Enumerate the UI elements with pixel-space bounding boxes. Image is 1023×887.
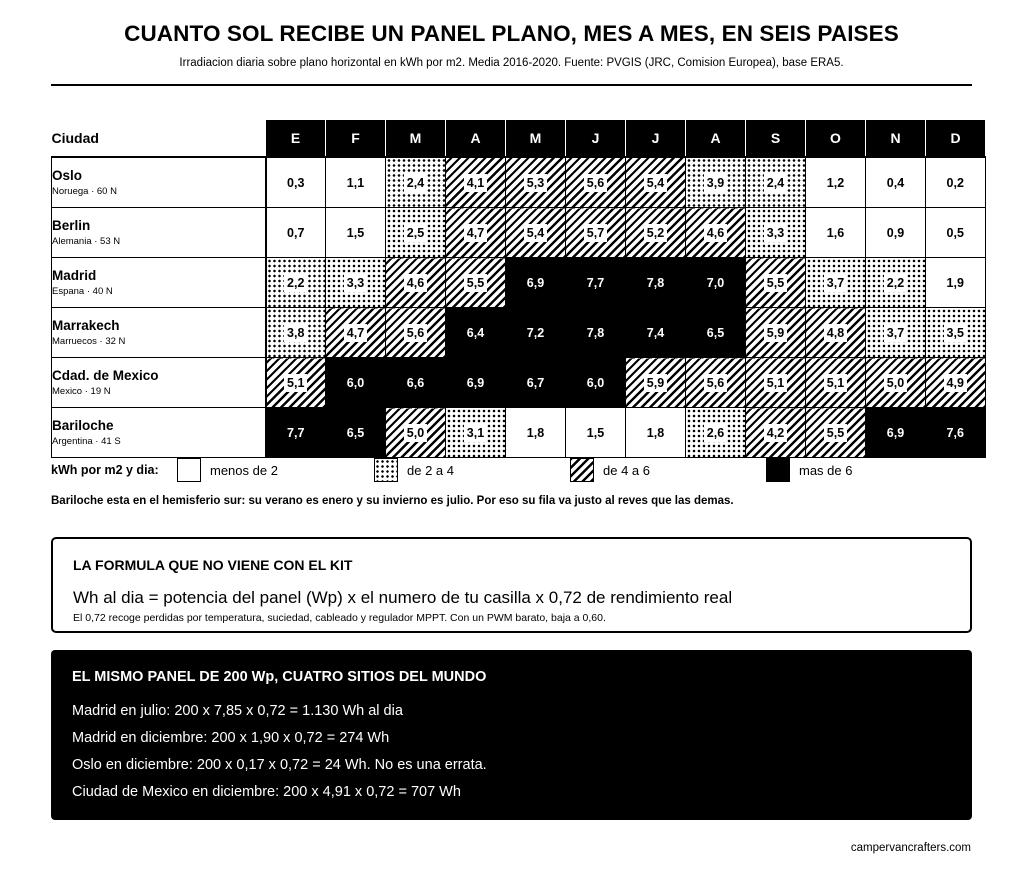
- legend-label: menos de 2: [210, 463, 278, 478]
- cell-value-label: 5,6: [704, 374, 727, 392]
- cell-value-label: 3,5: [944, 324, 967, 342]
- cell-value-label: 2,5: [404, 224, 427, 242]
- cell-value-label: 5,0: [404, 424, 427, 442]
- heatmap-cell: [806, 258, 866, 308]
- cell-value-label: 1,9: [946, 275, 964, 290]
- city-cell: [52, 157, 266, 208]
- heatmap-cell: [686, 258, 746, 308]
- cell-value-label: 7,8: [646, 275, 665, 290]
- legend-swatch-blank: [177, 458, 201, 482]
- month-header: E: [266, 120, 326, 157]
- cell-value-label: 5,0: [884, 374, 907, 392]
- cell-value-label: 5,1: [284, 374, 307, 392]
- cell-value-label: 6,9: [466, 375, 485, 390]
- heatmap-cell: [566, 358, 626, 408]
- heatmap-cell: [566, 258, 626, 308]
- heatmap-cell: [626, 208, 686, 258]
- month-header: J: [566, 120, 626, 157]
- cell-value-label: 5,5: [824, 424, 847, 442]
- heatmap-cell: [686, 208, 746, 258]
- page-title: CUANTO SOL RECIBE UN PANEL PLANO, MES A MES, EN SEIS PAISES: [124, 21, 899, 46]
- heatmap-cell: [446, 258, 506, 308]
- legend-swatch-black: [766, 458, 790, 482]
- cell-value-label: 3,3: [344, 274, 367, 292]
- city-cell: [52, 358, 266, 408]
- month-header: A: [686, 120, 746, 157]
- city-country-latitude: Espana · 40 N: [52, 285, 113, 297]
- heatmap-cell: [746, 358, 806, 408]
- heatmap-cell: [926, 308, 986, 358]
- heatmap-cell: [326, 308, 386, 358]
- cell-value-label: 4,7: [344, 324, 367, 342]
- heatmap-cell: [746, 208, 806, 258]
- cell-value-label: 1,5: [346, 225, 365, 240]
- heatmap-cell: [866, 358, 926, 408]
- header-divider: [51, 84, 972, 86]
- cell-value-label: 0,4: [886, 175, 905, 190]
- heatmap-cell: [746, 258, 806, 308]
- month-header: D: [926, 120, 986, 157]
- month-header: M: [506, 120, 566, 157]
- cell-value-label: 0,7: [287, 225, 305, 240]
- heatmap-cell: [686, 408, 746, 458]
- cell-value-label: 7,7: [586, 275, 605, 290]
- cell-value-label: 6,0: [346, 375, 365, 390]
- heatmap-cell: [266, 208, 326, 258]
- cell-value-label: 7,4: [646, 325, 665, 340]
- heatmap-cell: [806, 358, 866, 408]
- cell-value-label: 1,2: [826, 175, 845, 190]
- month-header: J: [626, 120, 686, 157]
- heatmap-cell: [446, 208, 506, 258]
- heatmap-cell: [506, 208, 566, 258]
- cell-value-label: 3,9: [704, 174, 727, 192]
- month-header: M: [386, 120, 446, 157]
- month-header: N: [866, 120, 926, 157]
- cell-value-label: 7,6: [946, 425, 964, 440]
- cell-value-label: 2,6: [704, 424, 727, 442]
- cell-value-label: 5,6: [584, 174, 607, 192]
- heatmap-cell: [446, 408, 506, 458]
- cell-value-label: 0,3: [287, 175, 305, 190]
- cell-value-label: 7,2: [526, 325, 545, 340]
- heatmap-cell: [386, 258, 446, 308]
- cell-value-label: 4,1: [464, 174, 487, 192]
- city-name: Bariloche: [52, 417, 114, 433]
- cell-value-label: 5,9: [644, 374, 667, 392]
- city-cell: [52, 408, 266, 458]
- heatmap-cell: [626, 358, 686, 408]
- city-name: Marrakech: [52, 317, 120, 333]
- cell-value-label: 5,4: [644, 174, 667, 192]
- cell-value-label: 4,6: [704, 224, 727, 242]
- heatmap-cell: [746, 157, 806, 208]
- legend-swatch-dots: [374, 458, 398, 482]
- heatmap-cell: [506, 308, 566, 358]
- cell-value-label: 5,1: [824, 374, 847, 392]
- cell-value-label: 0,5: [946, 225, 964, 240]
- cell-value-label: 5,6: [404, 324, 427, 342]
- cell-value-label: 6,7: [526, 375, 545, 390]
- heatmap-cell: [926, 157, 986, 208]
- heatmap-cell: [806, 308, 866, 358]
- footer-credit: campervancrafters.com: [850, 842, 971, 854]
- heatmap-cell: [566, 157, 626, 208]
- heatmap-cell: [326, 358, 386, 408]
- heatmap-cell: [446, 157, 506, 208]
- cell-value-label: 5,9: [764, 324, 787, 342]
- heatmap-cell: [446, 308, 506, 358]
- cell-value-label: 4,8: [824, 324, 847, 342]
- cell-value-label: 2,4: [764, 174, 787, 192]
- city-name: Oslo: [52, 167, 83, 183]
- heatmap-cell: [506, 358, 566, 408]
- heatmap-cell: [926, 408, 986, 458]
- heatmap-cell: [926, 208, 986, 258]
- formula-title: LA FORMULA QUE NO VIENE CON EL KIT: [73, 557, 353, 573]
- heatmap-cell: [686, 358, 746, 408]
- cell-value-label: 6,0: [586, 375, 605, 390]
- heatmap-cell: [686, 308, 746, 358]
- heatmap-cell: [566, 308, 626, 358]
- table-row: [52, 408, 986, 458]
- heatmap-cell: [626, 157, 686, 208]
- legend: [51, 458, 972, 484]
- heatmap-cell: [326, 258, 386, 308]
- city-name: Cdad. de Mexico: [52, 367, 159, 383]
- example-line: Madrid en julio: 200 x 7,85 x 0,72 = 1.130 Wh al dia: [72, 703, 403, 719]
- cell-value-label: 1,5: [586, 425, 605, 440]
- cell-value-label: 0,9: [886, 225, 905, 240]
- heatmap-cell: [326, 408, 386, 458]
- cell-value-label: 5,1: [764, 374, 787, 392]
- month-header: A: [446, 120, 506, 157]
- heatmap-cell: [866, 408, 926, 458]
- heatmap-cell: [626, 308, 686, 358]
- cell-value-label: 1,8: [526, 425, 545, 440]
- cell-value-label: 5,5: [764, 274, 787, 292]
- heatmap-cell: [806, 208, 866, 258]
- table-row: [52, 308, 986, 358]
- heatmap-cell: [746, 408, 806, 458]
- heatmap-cell: [386, 208, 446, 258]
- cell-value-label: 5,7: [584, 224, 607, 242]
- city-country-latitude: Mexico · 19 N: [52, 385, 111, 397]
- cell-value-label: 6,6: [406, 375, 425, 390]
- heatmap-cell: [686, 157, 746, 208]
- month-header-row: [52, 120, 986, 157]
- heatmap-cell: [926, 358, 986, 408]
- city-name: Madrid: [52, 267, 97, 283]
- table-row: [52, 358, 986, 408]
- table-row: [52, 258, 986, 308]
- example-line: Oslo en diciembre: 200 x 0,17 x 0,72 = 24 Wh. No es una errata.: [72, 757, 487, 773]
- heatmap-cell: [266, 358, 326, 408]
- month-header: O: [806, 120, 866, 157]
- cell-value-label: 2,4: [404, 174, 427, 192]
- heatmap-cell: [386, 308, 446, 358]
- cell-value-label: 2,2: [884, 274, 907, 292]
- cell-value-label: 1,8: [646, 425, 665, 440]
- city-name: Berlin: [52, 217, 91, 233]
- heatmap-cell: [866, 157, 926, 208]
- cell-value-label: 5,4: [524, 224, 547, 242]
- city-cell: [52, 208, 266, 258]
- cell-value-label: 1,1: [346, 175, 365, 190]
- heatmap-cell: [626, 258, 686, 308]
- cell-value-label: 5,5: [464, 274, 487, 292]
- legend-title: kWh por m2 y dia:: [51, 463, 159, 477]
- cell-value-label: 3,7: [884, 324, 907, 342]
- heatmap-cell: [386, 358, 446, 408]
- cell-value-label: 6,5: [346, 425, 365, 440]
- legend-label: de 2 a 4: [407, 463, 454, 478]
- hemisphere-note: Bariloche esta en el hemisferio sur: su verano es enero y su invierno es julio. Por eso su fila va justo al reves que las demas.: [51, 495, 734, 507]
- heatmap-cell: [326, 208, 386, 258]
- heatmap-cell: [566, 208, 626, 258]
- cell-value-label: 0,2: [946, 175, 964, 190]
- city-cell: [52, 308, 266, 358]
- cell-value-label: 5,3: [524, 174, 547, 192]
- city-country-latitude: Argentina · 41 S: [52, 435, 121, 447]
- cell-value-label: 7,7: [287, 425, 305, 440]
- heatmap-cell: [866, 208, 926, 258]
- city-country-latitude: Marruecos · 32 N: [52, 335, 126, 347]
- legend-label: de 4 a 6: [603, 463, 650, 478]
- heatmap-cell: [806, 157, 866, 208]
- cell-value-label: 7,0: [706, 275, 725, 290]
- cell-value-label: 4,2: [764, 424, 787, 442]
- page-subtitle: Irradiacion diaria sobre plano horizontal en kWh por m2. Media 2016-2020. Fuente: PVGIS (JRC, Comision Europea), base ERA5.: [179, 57, 844, 69]
- cell-value-label: 2,2: [284, 274, 307, 292]
- cell-value-label: 1,6: [826, 225, 845, 240]
- heatmap-cell: [806, 408, 866, 458]
- cell-value-label: 6,9: [886, 425, 905, 440]
- table-row: [52, 208, 986, 258]
- heatmap-cell: [386, 157, 446, 208]
- cell-value-label: 6,4: [466, 325, 485, 340]
- heatmap-cell: [566, 408, 626, 458]
- examples-title: EL MISMO PANEL DE 200 Wp, CUATRO SITIOS DEL MUNDO: [72, 669, 487, 685]
- heatmap-cell: [326, 157, 386, 208]
- formula-note: El 0,72 recoge perdidas por temperatura, suciedad, cableado y regulador MPPT. Con un PWM barato, baja a 0,60.: [73, 612, 606, 624]
- table-row: [52, 157, 986, 208]
- cell-value-label: 4,7: [464, 224, 487, 242]
- cell-value-label: 3,7: [824, 274, 847, 292]
- cell-value-label: 3,8: [284, 324, 307, 342]
- cell-value-label: 5,2: [644, 224, 667, 242]
- legend-label: mas de 6: [799, 463, 853, 478]
- city-country-latitude: Alemania · 53 N: [52, 235, 121, 247]
- month-header: S: [746, 120, 806, 157]
- heatmap-cell: [506, 258, 566, 308]
- cell-value-label: 6,9: [526, 275, 545, 290]
- heatmap-cell: [506, 157, 566, 208]
- city-country-latitude: Noruega · 60 N: [52, 185, 117, 197]
- city-column-header: Ciudad: [52, 120, 266, 157]
- heatmap-cell: [446, 358, 506, 408]
- heatmap-cell: [266, 157, 326, 208]
- heatmap-cell: [266, 308, 326, 358]
- cell-value-label: 4,6: [404, 274, 427, 292]
- cell-value-label: 7,8: [586, 325, 605, 340]
- city-cell: [52, 258, 266, 308]
- heatmap-cell: [386, 408, 446, 458]
- examples-box: [51, 650, 972, 820]
- example-line: Madrid en diciembre: 200 x 1,90 x 0,72 = 274 Wh: [72, 730, 390, 746]
- cell-value-label: 6,5: [706, 325, 725, 340]
- example-line: Ciudad de Mexico en diciembre: 200 x 4,91 x 0,72 = 707 Wh: [72, 784, 461, 800]
- heatmap-cell: [266, 408, 326, 458]
- formula-text: Wh al dia = potencia del panel (Wp) x el numero de tu casilla x 0,72 de rendimiento real: [73, 588, 733, 607]
- irradiation-heatmap: [51, 120, 986, 458]
- heatmap-cell: [626, 408, 686, 458]
- cell-value-label: 3,1: [464, 424, 487, 442]
- legend-swatch-hatch: [570, 458, 594, 482]
- heatmap-cell: [866, 258, 926, 308]
- heatmap-cell: [506, 408, 566, 458]
- heatmap-cell: [746, 308, 806, 358]
- heatmap-cell: [926, 258, 986, 308]
- heatmap-cell: [866, 308, 926, 358]
- formula-box: [51, 537, 972, 633]
- month-header: F: [326, 120, 386, 157]
- cell-value-label: 4,9: [944, 374, 967, 392]
- heatmap-cell: [266, 258, 326, 308]
- cell-value-label: 3,3: [764, 224, 787, 242]
